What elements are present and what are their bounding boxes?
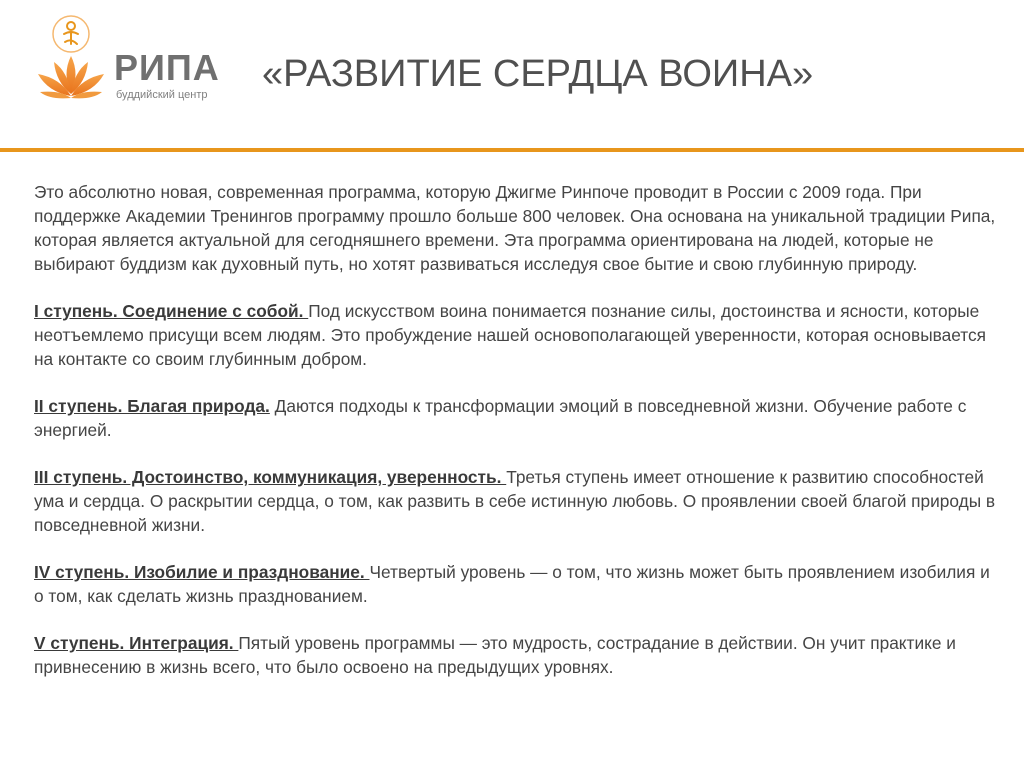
- stage-title: III ступень. Достоинство, коммуникация, уверенность.: [34, 467, 507, 487]
- stage-title: V ступень. Интеграция.: [34, 633, 239, 653]
- stage-paragraph: [34, 631, 1004, 679]
- page-title: «РАЗВИТИЕ СЕРДЦА ВОИНА»: [262, 53, 814, 95]
- intro-paragraph: Это абсолютно новая, современная программа, которую Джигме Ринпоче проводит в России с 2009 года. При поддержке Академии Тренингов программу прошло больше 800 человек. Она основана на уникальной традиции Рипа, которая является актуальной для сегодняшнего времени. Эта программа ориентирована на людей, которые не выбирают буддизм как духовный путь, но хотят развиваться исследуя свое бытие и свою глубинную природу.: [34, 182, 996, 274]
- content-body: [34, 180, 1004, 702]
- stage-paragraph: [34, 465, 1004, 537]
- lotus-logo-icon: [34, 12, 114, 104]
- stage-text: Пятый уровень программы — это мудрость, сострадание в действии. Он учит практике и привнесению в жизнь всего, что было освоено на предыдущих уровнях.: [34, 633, 956, 677]
- brand-subtitle: буддийский центр: [116, 89, 208, 101]
- stage-paragraph: [34, 394, 1004, 442]
- stage-paragraph: [34, 560, 1004, 608]
- brand-name: РИПА: [114, 47, 220, 88]
- stage-title: II ступень. Благая природа.: [34, 396, 270, 416]
- stage-text: Третья ступень имеет отношение к развитию способностей ума и сердца. О раскрытии сердца, о том, как развить в себе истинную любовь. О проявлении своей благой природы в повседневной жизни.: [34, 467, 996, 535]
- stage-text: Под искусством воина понимается познание силы, достоинства и ясности, которые неотъемлемо присущи всем людям. Это пробуждение нашей основополагающей уверенности, которая основывается на контакте со своим глубинным добром.: [34, 301, 987, 369]
- stage-title: I ступень. Соединение с собой.: [34, 301, 309, 321]
- header-divider: [0, 148, 1024, 152]
- stage-paragraph: [34, 299, 1004, 371]
- stage-text: Четвертый уровень — о том, что жизнь может быть проявлением изобилия и о том, как сделать жизнь празднованием.: [34, 562, 990, 606]
- stage-title: IV ступень. Изобилие и празднование.: [34, 562, 370, 582]
- stage-text: Даются подходы к трансформации эмоций в повседневной жизни. Обучение работе с энергией.: [34, 396, 967, 440]
- brand-logo: [34, 12, 234, 104]
